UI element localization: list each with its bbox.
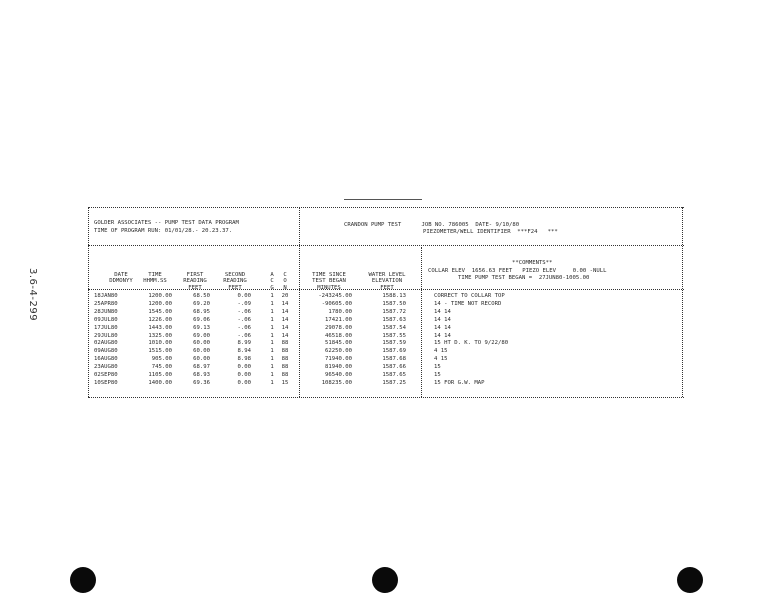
- cell-since: 81940.00: [325, 364, 352, 371]
- cell-time: 1200.00: [148, 293, 172, 299]
- test-title: CRANDON PUMP TEST JOB NO. 786005 DATE- 9/10/80: [344, 222, 520, 228]
- col-header-water-level: WATER LEVEL ELEVATION FEET: [368, 271, 406, 292]
- cell-comment: 14 - TIME NOT RECORD: [434, 300, 502, 307]
- cell-first: 68.50: [193, 293, 210, 299]
- cell-a: 1: [270, 348, 274, 355]
- cell-second: 0.00: [237, 379, 251, 386]
- cell-date: 18JAN80: [94, 293, 118, 299]
- cell-water: 1587.66: [382, 364, 406, 371]
- cell-a: 1: [270, 364, 274, 371]
- cell-c: 88: [281, 348, 289, 355]
- cell-time: 1010.00: [148, 340, 172, 347]
- frame-right: [682, 207, 683, 397]
- cell-since: 51845.00: [325, 340, 352, 347]
- cell-second: 0.00: [237, 364, 251, 371]
- cell-c: 88: [281, 364, 289, 371]
- cell-date: 16AUG80: [94, 356, 118, 363]
- cell-a: 1: [270, 340, 274, 347]
- cell-date: 28JUN80: [94, 308, 118, 315]
- frame-divider-2: [421, 247, 422, 397]
- cell-first: 60.00: [193, 356, 210, 363]
- frame-bottom: [88, 397, 684, 398]
- cell-time: 905.00: [151, 356, 172, 363]
- cell-first: 69.00: [193, 332, 210, 339]
- cell-time: 1200.00: [148, 300, 172, 307]
- cell-a: 1: [270, 316, 274, 323]
- cell-c: 14: [281, 324, 289, 331]
- cell-first: 69.13: [193, 324, 210, 331]
- cell-since: 71940.00: [325, 356, 352, 363]
- cell-comment: CORRECT TO COLLAR TOP: [434, 293, 505, 299]
- cell-c: 88: [281, 340, 289, 347]
- punch-hole-center: [372, 567, 398, 593]
- program-run-time: TIME OF PROGRAM RUN: 01/01/28.- 20.23.37.: [94, 228, 233, 234]
- punch-hole-right: [677, 567, 703, 593]
- cell-time: 1515.00: [148, 348, 172, 355]
- cell-comment: 4 15: [434, 356, 448, 363]
- cell-since: 1780.00: [328, 308, 352, 315]
- cell-comment: 15 HT D. K. TO 9/22/80: [434, 340, 509, 347]
- cell-date: 25APR80: [94, 300, 118, 307]
- cell-c: 14: [281, 308, 289, 315]
- cell-time: 1105.00: [148, 372, 172, 378]
- collar-elevation: COLLAR ELEV 1656.63 FEET PIEZO ELEV 0.00 -NULL: [428, 268, 607, 274]
- col-header-time: TIME HHMM.SS: [143, 271, 167, 285]
- cell-c: 20: [281, 293, 289, 299]
- cell-c: 15: [281, 379, 289, 386]
- cell-comment: 15: [434, 364, 441, 371]
- col-header-first-reading: FIRST READING FEET: [183, 271, 207, 292]
- cell-time: 745.00: [151, 364, 172, 371]
- cell-since: 96540.00: [325, 372, 352, 378]
- cell-comment: 14 14: [434, 324, 451, 331]
- punch-hole-left: [70, 567, 96, 593]
- cell-date: 17JUL80: [94, 324, 118, 331]
- page-number-label: 3.6-4-299: [27, 268, 38, 322]
- cell-second: -.06: [237, 324, 251, 331]
- cell-time: 1400.00: [148, 379, 172, 386]
- cell-first: 69.36: [193, 379, 210, 386]
- cell-first: 69.20: [193, 300, 210, 307]
- cell-date: 29JUL80: [94, 332, 118, 339]
- cell-water: 1587.50: [382, 300, 406, 307]
- cell-first: 69.06: [193, 316, 210, 323]
- col-header-a: A C G: [270, 271, 274, 292]
- cell-second: -.09: [237, 300, 251, 307]
- cell-c: 14: [281, 316, 289, 323]
- col-header-time-since: TIME SINCE TEST BEGAN MINUTES: [312, 271, 346, 292]
- cell-second: 8.98: [237, 356, 251, 363]
- cell-water: 1587.63: [382, 316, 406, 323]
- cell-water: 1588.13: [382, 293, 406, 299]
- cell-second: 0.00: [237, 372, 251, 378]
- cell-c: 14: [281, 332, 289, 339]
- cell-since: 62250.00: [325, 348, 352, 355]
- cell-since: 17421.00: [325, 316, 352, 323]
- cell-second: 8.94: [237, 348, 251, 355]
- cell-a: 1: [270, 324, 274, 331]
- frame-left: [88, 207, 89, 397]
- cell-first: 68.97: [193, 364, 210, 371]
- cell-a: 1: [270, 372, 274, 378]
- printout-table: [88, 207, 684, 401]
- cell-second: 0.00: [237, 293, 251, 299]
- cell-a: 1: [270, 356, 274, 363]
- cell-first: 68.93: [193, 372, 210, 378]
- cell-water: 1587.68: [382, 356, 406, 363]
- cell-water: 1587.54: [382, 324, 406, 331]
- cell-comment: 4 15: [434, 348, 448, 355]
- cell-water: 1587.59: [382, 340, 406, 347]
- cell-since: 108235.00: [321, 379, 352, 386]
- pump-test-began: TIME PUMP TEST BEGAN = 27JUN80-1005.00: [458, 275, 590, 281]
- cell-since: 29078.00: [325, 324, 352, 331]
- col-header-second-reading: SECOND READING FEET: [223, 271, 247, 292]
- cell-date: 02AUG80: [94, 340, 118, 347]
- frame-top: [88, 207, 684, 208]
- cell-time: 1545.00: [148, 308, 172, 315]
- cell-date: 02SEP80: [94, 372, 118, 378]
- cell-first: 60.00: [193, 340, 210, 347]
- col-header-c: C O N: [283, 271, 287, 292]
- program-title: GOLDER ASSOCIATES -- PUMP TEST DATA PROGRAM: [94, 220, 239, 226]
- cell-c: 14: [281, 300, 289, 307]
- cell-comment: 14 14: [434, 316, 451, 323]
- cell-a: 1: [270, 379, 274, 386]
- cell-a: 1: [270, 300, 274, 307]
- cell-first: 60.00: [193, 348, 210, 355]
- cell-date: 09AUG80: [94, 348, 118, 355]
- cell-date: 10SEP80: [94, 379, 118, 386]
- cell-water: 1587.55: [382, 332, 406, 339]
- cell-water: 1587.69: [382, 348, 406, 355]
- frame-divider-1: [299, 207, 300, 397]
- cell-second: -.06: [237, 332, 251, 339]
- cell-c: 88: [281, 372, 289, 378]
- cell-time: 1443.00: [148, 324, 172, 331]
- cell-a: 1: [270, 332, 274, 339]
- cell-first: 68.95: [193, 308, 210, 315]
- cell-second: -.06: [237, 308, 251, 315]
- cell-since: 46518.00: [325, 332, 352, 339]
- cell-second: 8.99: [237, 340, 251, 347]
- cell-a: 1: [270, 293, 274, 299]
- cell-comment: 15: [434, 372, 441, 378]
- cell-a: 1: [270, 308, 274, 315]
- cell-c: 88: [281, 356, 289, 363]
- top-rule: [344, 199, 422, 200]
- cell-time: 1226.00: [148, 316, 172, 323]
- col-header-date: DATE DDMONYY: [109, 271, 133, 285]
- cell-comment: 15 FOR G.W. MAP: [434, 379, 485, 386]
- cell-water: 1587.72: [382, 308, 406, 315]
- cell-comment: 14 14: [434, 332, 451, 339]
- cell-water: 1587.25: [382, 379, 406, 386]
- comments-title: **COMMENTS**: [512, 260, 553, 266]
- piezometer-id: PIEZOMETER/WELL IDENTIFIER ***F24 ***: [423, 229, 558, 235]
- cell-time: 1325.00: [148, 332, 172, 339]
- cell-since: -90605.00: [321, 300, 352, 307]
- cell-since: -243245.00: [318, 293, 352, 299]
- frame-header-divider: [88, 245, 684, 246]
- cell-water: 1587.65: [382, 372, 406, 378]
- cell-second: -.06: [237, 316, 251, 323]
- cell-date: 09JUL80: [94, 316, 118, 323]
- cell-comment: 14 14: [434, 308, 451, 315]
- cell-date: 23AUG80: [94, 364, 118, 371]
